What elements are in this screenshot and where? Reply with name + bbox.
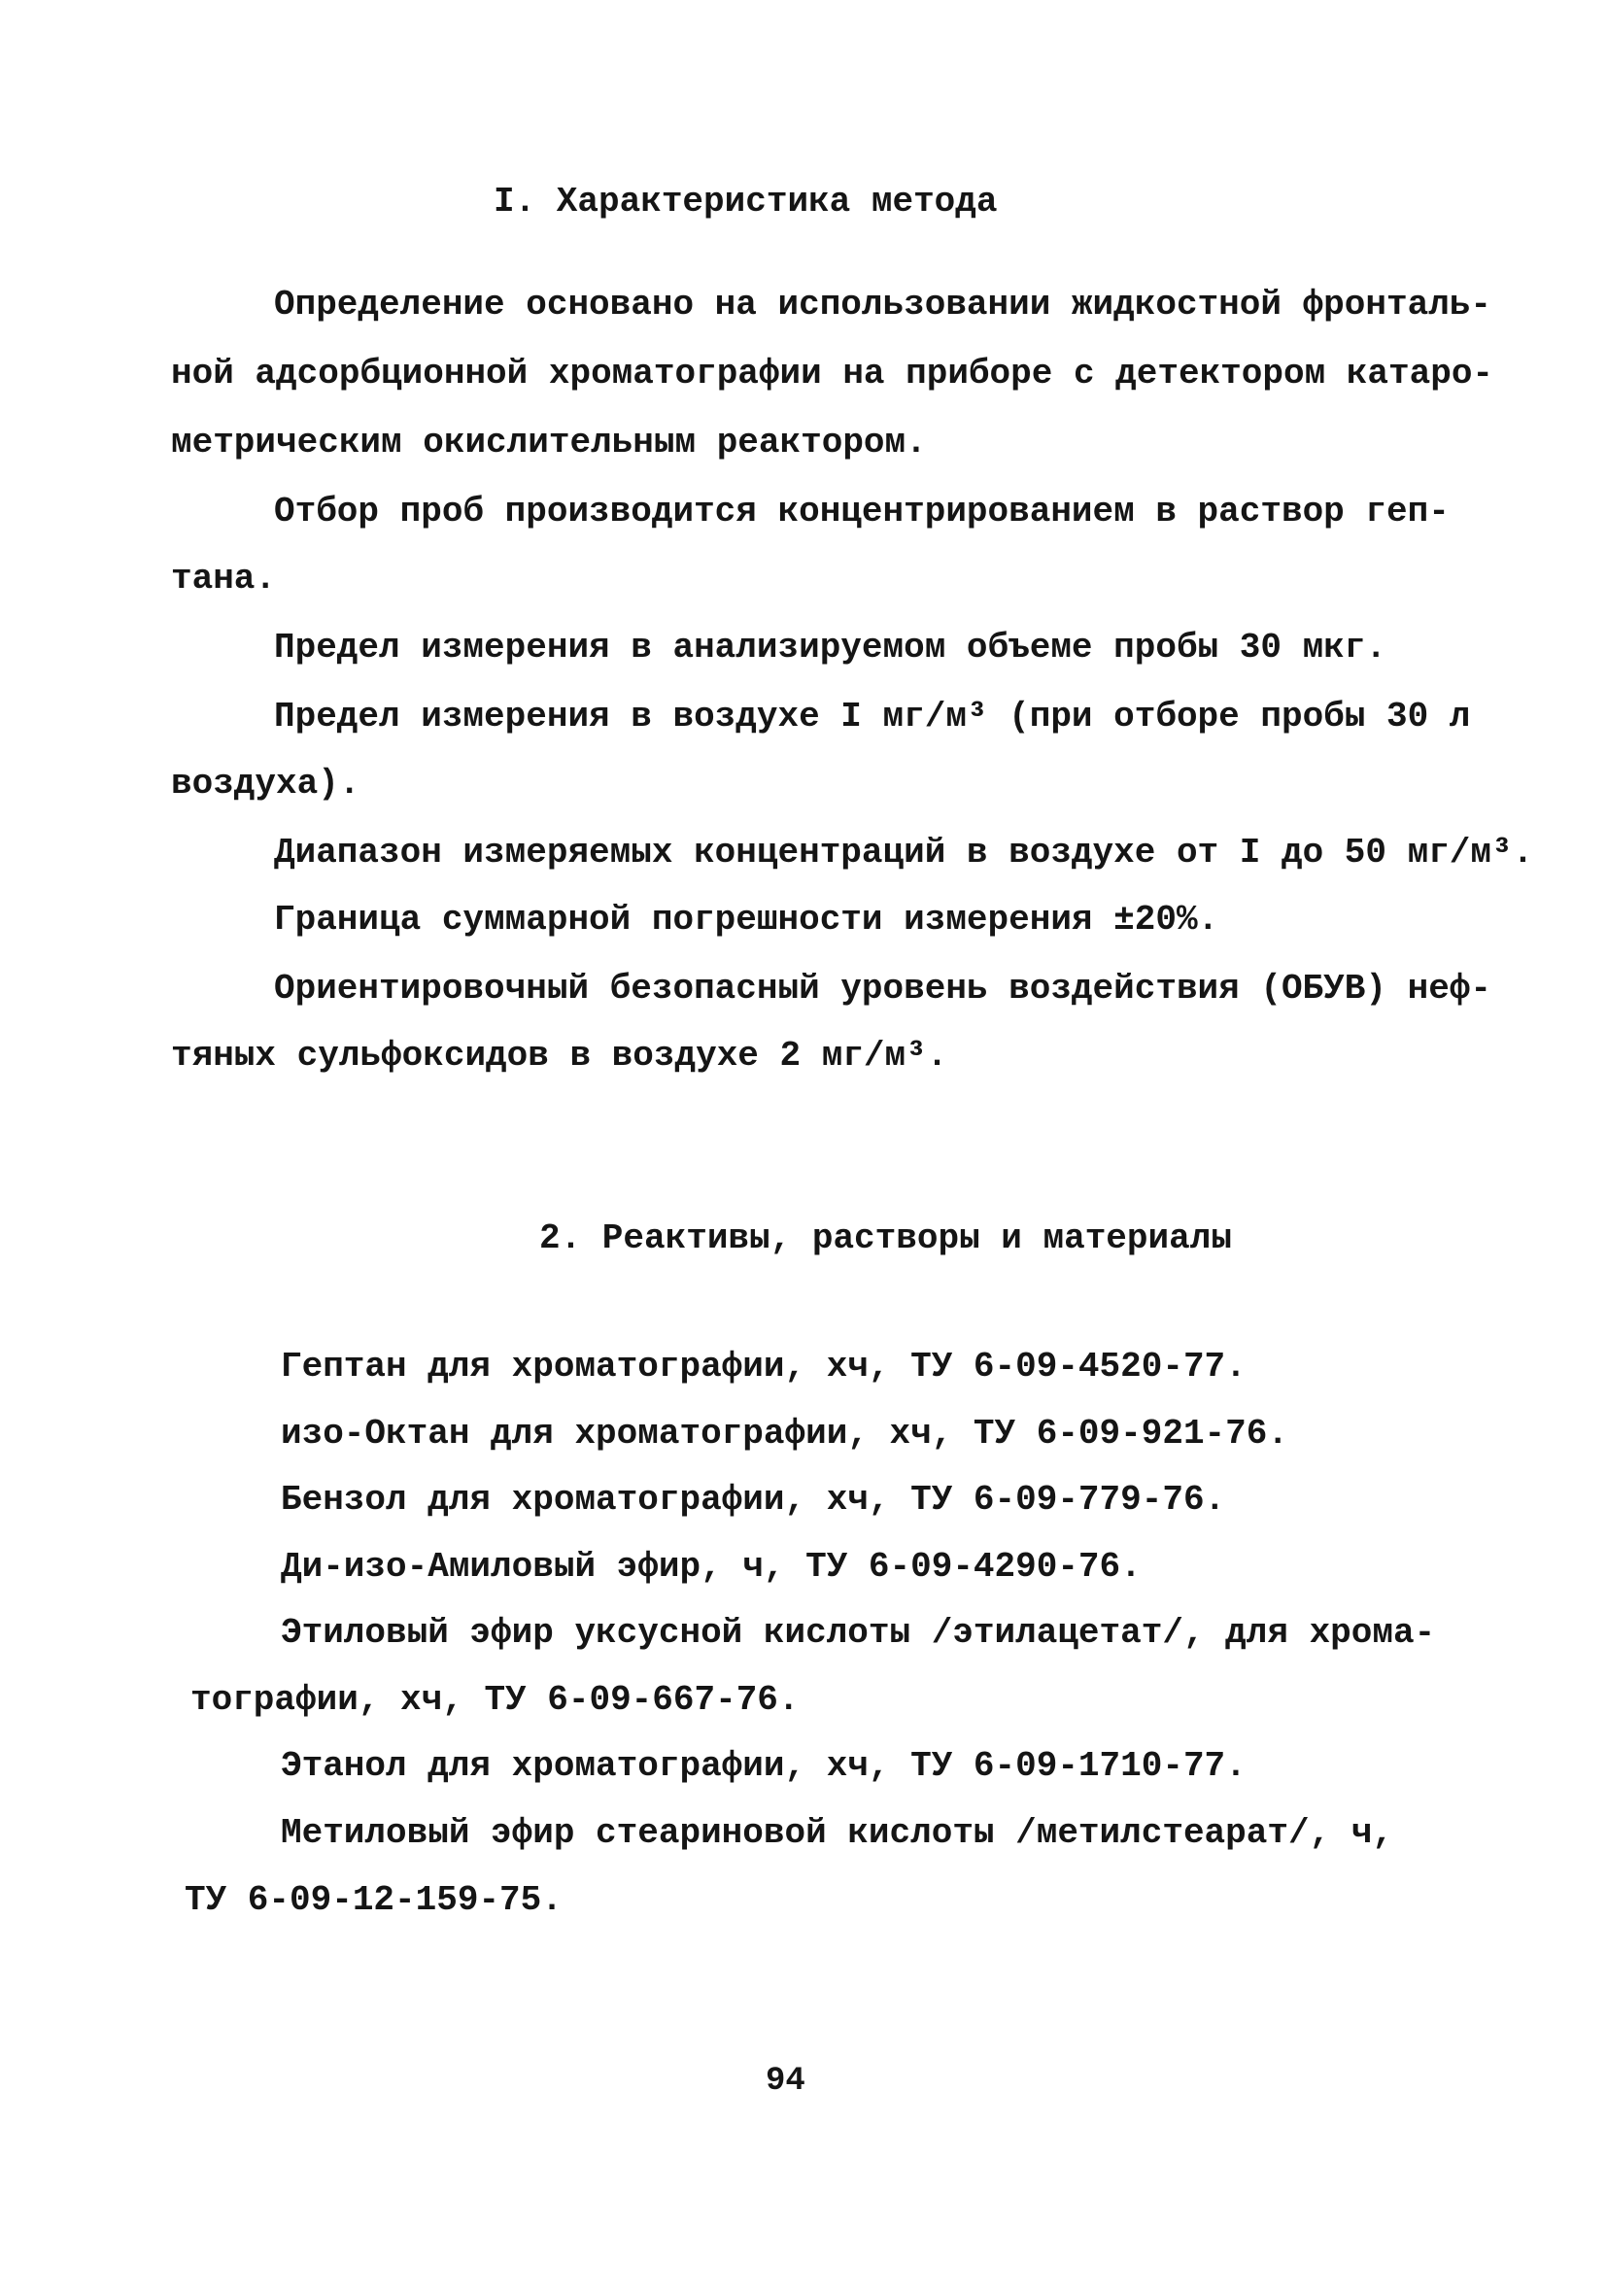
section-1-line-10: Граница суммарной погрешности измерения ±20%. [274,900,1219,940]
section-2-line-6: тографии, хч, ТУ 6-09-667-76. [190,1680,800,1720]
section-1-line-1: Определение основано на использовании жидкостной фронталь- [274,285,1492,325]
section-2-line-4: Ди-изо-Амиловый эфир, ч, ТУ 6-09-4290-76. [281,1547,1142,1587]
section-1-line-5: тана. [171,559,277,599]
section-1-line-9: Диапазон измеряемых концентраций в воздухе от I до 50 мг/м³. [274,833,1534,873]
section-2-line-3: Бензол для хроматографии, хч, ТУ 6-09-779-76. [281,1480,1226,1520]
section-1-line-3: метрическим окислительным реактором. [171,423,927,463]
section-2-line-2: изо-Октан для хроматографии, хч, ТУ 6-09-921-76. [281,1414,1288,1454]
page-number: 94 [766,2063,805,2100]
section-2-line-5: Этиловый эфир уксусной кислоты /этилацетат/, для хрома- [281,1613,1436,1653]
section-2-line-9: ТУ 6-09-12-159-75. [185,1880,563,1920]
section-1-line-4: Отбор проб производится концентрированием в раствор геп- [274,492,1450,531]
section-2-line-8: Метиловый эфир стеариновой кислоты /метилстеарат/, ч, [281,1813,1393,1853]
section-1-heading: I. Характеристика метода [494,182,998,222]
section-2-heading: 2. Реактивы, растворы и материалы [539,1218,1232,1258]
section-1-line-7: Предел измерения в воздухе I мг/м³ (при отборе пробы 30 л [274,697,1471,737]
section-1-line-2: ной адсорбционной хроматографии на приборе с детектором катаро- [171,354,1494,394]
section-2-line-1: Гептан для хроматографии, хч, ТУ 6-09-4520-77. [281,1347,1247,1387]
section-1-line-11: Ориентировочный безопасный уровень воздействия (ОБУВ) неф- [274,969,1492,1009]
section-1-line-8: воздуха). [171,764,360,804]
section-1-line-12: тяных сульфоксидов в воздухе 2 мг/м³. [171,1036,948,1076]
section-2-line-7: Этанол для хроматографии, хч, ТУ 6-09-1710-77. [281,1746,1247,1786]
section-1-line-6: Предел измерения в анализируемом объеме пробы 30 мкг. [274,628,1386,668]
